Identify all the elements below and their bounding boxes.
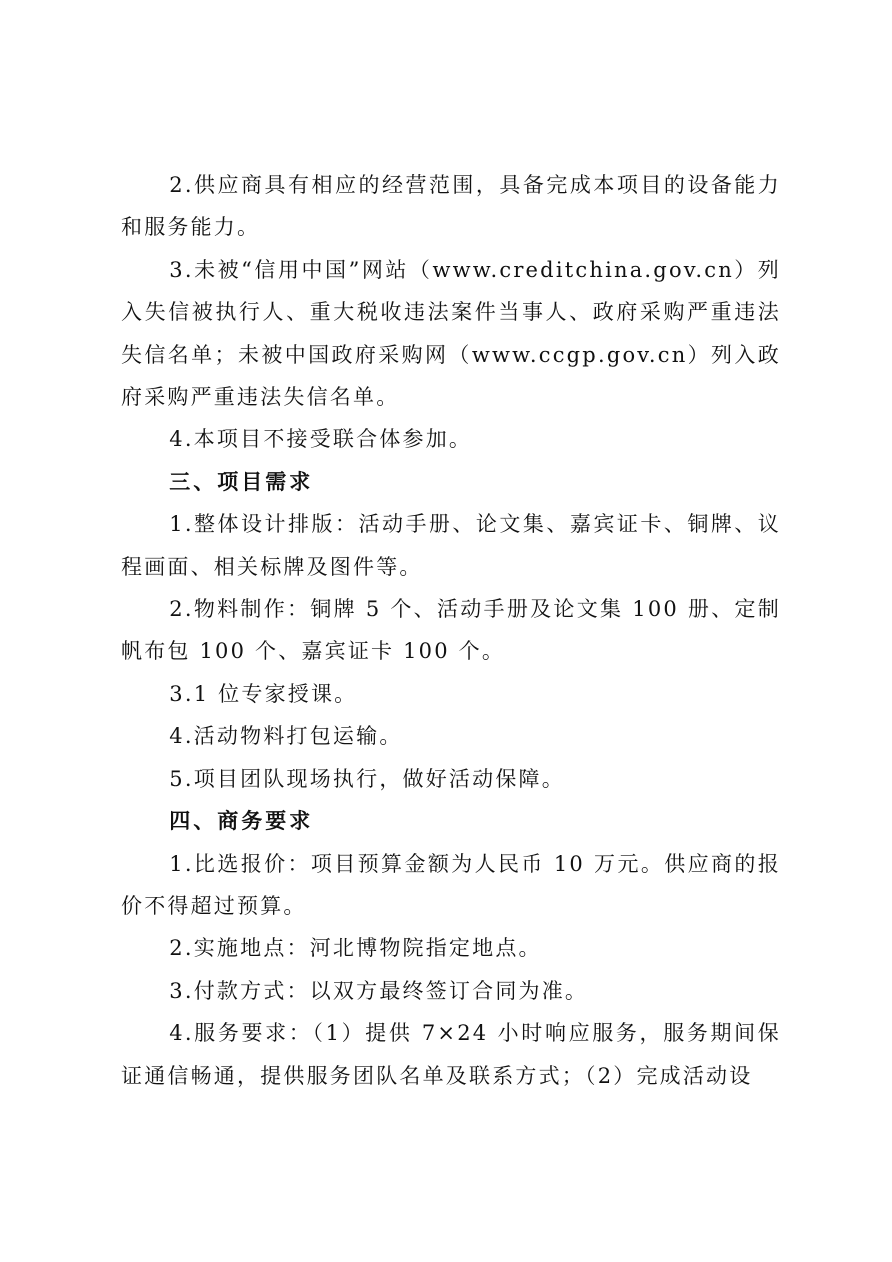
requirement-item-credit-check: 3.未被“信用中国”网站（www.creditchina.gov.cn）列入失信被执行人、重大税收违法案件当事人、政府采购严重违法失信名单；未被中国政府采购网（www.ccgp.gov.cn）列入政府采购严重违法失信名单。 <box>121 257 781 410</box>
business-item-payment: 3.付款方式：以双方最终签订合同为准。 <box>169 978 589 1003</box>
section-heading-business-requirements: 四、商务要求 <box>169 809 314 834</box>
project-item-onsite-execution: 5.项目团队现场执行，做好活动保障。 <box>169 766 565 791</box>
business-item-quotation: 1.比选报价：项目预算金额为人民币 10 万元。供应商的报价不得超过预算。 <box>121 851 781 918</box>
project-item-transport: 4.活动物料打包运输。 <box>169 724 403 749</box>
section-heading-project-requirements: 三、项目需求 <box>169 469 314 494</box>
requirement-item-business-scope: 2.供应商具有相应的经营范围，具备完成本项目的设备能力和服务能力。 <box>121 173 781 240</box>
business-item-location: 2.实施地点：河北博物院指定地点。 <box>169 936 542 961</box>
requirement-item-no-consortium: 4.本项目不接受联合体参加。 <box>169 427 473 452</box>
project-item-design-layout: 1.整体设计排版：活动手册、论文集、嘉宾证卡、铜牌、议程画面、相关标牌及图件等。 <box>121 512 781 579</box>
business-item-service: 4.服务要求：（1）提供 7×24 小时响应服务，服务期间保证通信畅通，提供服务团队名单及联系方式；（2）完成活动设 <box>121 1021 781 1088</box>
project-item-materials: 2.物料制作：铜牌 5 个、活动手册及论文集 100 册、定制帆布包 100 个、嘉宾证卡 100 个。 <box>121 597 781 664</box>
project-item-expert-lecture: 3.1 位专家授课。 <box>169 681 358 706</box>
document-body <box>121 164 781 1097</box>
